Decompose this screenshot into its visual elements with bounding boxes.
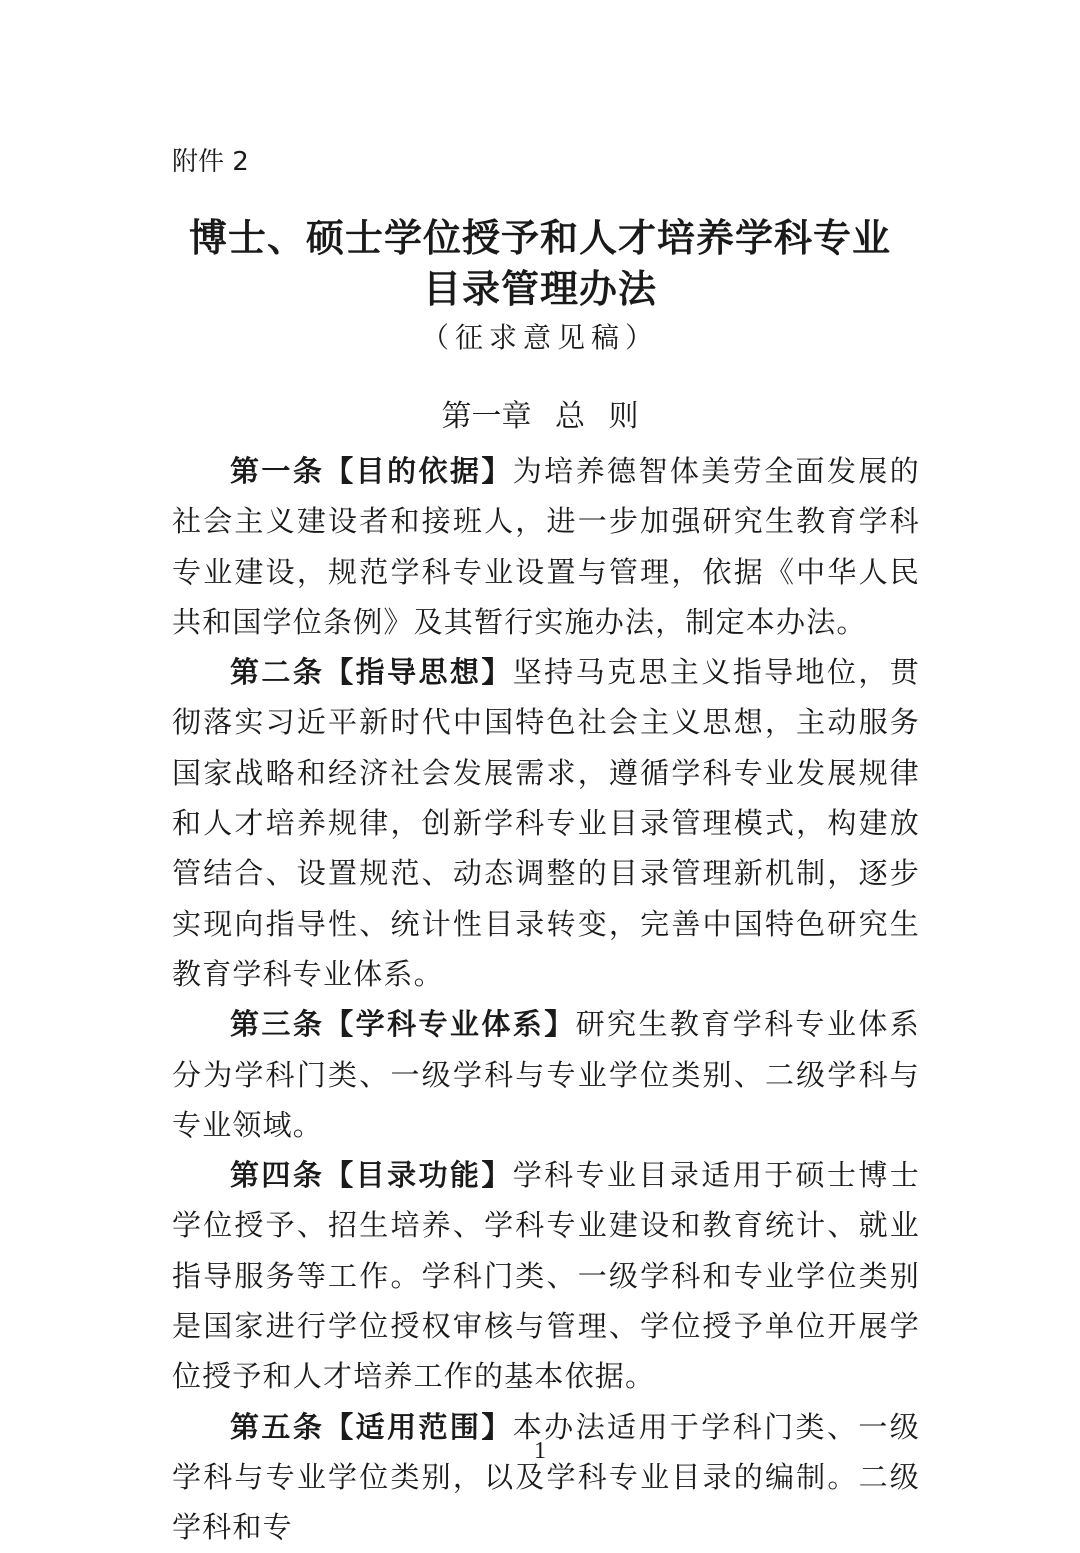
document-title-line-2: 目录管理办法 (422, 266, 657, 311)
attachment-label: 附件 2 (172, 147, 249, 177)
article-2-text: 坚持马克思主义指导地位，贯彻落实习近平新时代中国特色社会主义思想，主动服务国家战略和经济社会发展需求，遵循学科专业发展规律和人才培养规律，创新学科专业目录管理模式，构建放管结合、设置规范、动态调整的目录管理新机制，逐步实现向指导性、统计性目录转变，完善中国特色研究生教育学科专业体系。 (172, 655, 920, 991)
article-5 (172, 1402, 920, 1553)
chapter-heading: 第一章 总 则 (441, 399, 639, 434)
article-3-text: 研究生教育学科专业体系分为学科门类、一级学科与专业学位类别、二级学科与专业领域。 (172, 1007, 920, 1142)
article-2 (172, 647, 920, 999)
article-5-heading: 第五条【适用范围】 (230, 1409, 513, 1444)
draft-subtitle: （征求意见稿） (420, 321, 659, 354)
article-4-text: 学科专业目录适用于硕士博士学位授予、招生培养、学科专业建设和教育统计、就业指导服务等工作。学科门类、一级学科和专业学位类别是国家进行学位授权审核与管理、学位授予单位开展学位授予和人才培养工作的基本依据。 (172, 1158, 920, 1394)
article-2-heading: 第二条【指导思想】 (230, 655, 513, 690)
article-4 (172, 1150, 920, 1401)
article-1-text: 为培养德智体美劳全面发展的社会主义建设者和接班人，进一步加强研究生教育学科专业建设，规范学科专业设置与管理，依据《中华人民共和国学位条例》及其暂行实施办法，制定本办法。 (172, 454, 920, 639)
article-3-heading: 第三条【学科专业体系】 (230, 1007, 576, 1042)
article-1 (172, 446, 920, 647)
article-5-text: 本办法适用于学科门类、一级学科与专业学位类别，以及学科专业目录的编制。二级学科和专 (172, 1409, 920, 1545)
page-number: 1 (534, 1438, 546, 1464)
document-title-line-1: 博士、硕士学位授予和人才培养学科专业 (188, 215, 891, 260)
article-4-heading: 第四条【目录功能】 (230, 1158, 513, 1193)
article-3 (172, 999, 920, 1150)
document-body (172, 446, 920, 1553)
article-1-heading: 第一条【目的依据】 (230, 454, 513, 488)
